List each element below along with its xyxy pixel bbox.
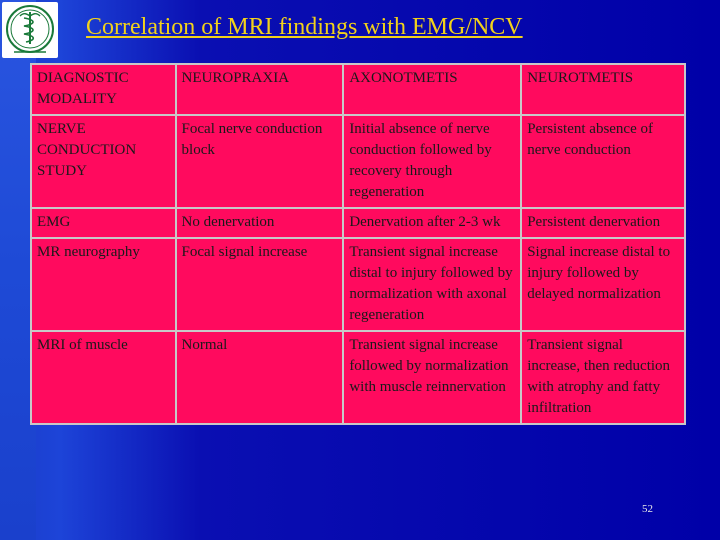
table-cell: MRI of muscle bbox=[32, 332, 175, 423]
table-cell: Persistent absence of nerve conduction bbox=[522, 116, 684, 207]
header-cell-neurotmetis: NEUROTMETIS bbox=[522, 65, 684, 114]
logo-emblem-icon bbox=[2, 2, 58, 58]
table-cell: Focal nerve conduction block bbox=[177, 116, 343, 207]
slide-number: 52 bbox=[642, 503, 653, 515]
table-cell: Initial absence of nerve conduction followed by recovery through regeneration bbox=[344, 116, 520, 207]
correlation-table bbox=[30, 63, 686, 425]
header-cell-neuropraxia: NEUROPRAXIA bbox=[177, 65, 343, 114]
header-cell-modality: DIAGNOSTIC MODALITY bbox=[32, 65, 175, 114]
table-cell: Normal bbox=[177, 332, 343, 423]
table-cell: Transient signal increase distal to injury followed by normalization with axonal regeneration bbox=[344, 239, 520, 330]
table-row bbox=[32, 116, 684, 207]
table-cell: Focal signal increase bbox=[177, 239, 343, 330]
header-cell-axonotmetis: AXONOTMETIS bbox=[344, 65, 520, 114]
table-row bbox=[32, 209, 684, 237]
table-header-row bbox=[32, 65, 684, 114]
table-cell: Denervation after 2-3 wk bbox=[344, 209, 520, 237]
table-cell: Transient signal increase followed by normalization with muscle reinnervation bbox=[344, 332, 520, 423]
table-cell: EMG bbox=[32, 209, 175, 237]
table-cell: MR neurography bbox=[32, 239, 175, 330]
table-row bbox=[32, 332, 684, 423]
table-cell: Signal increase distal to injury followed by delayed normalization bbox=[522, 239, 684, 330]
table-cell: Persistent denervation bbox=[522, 209, 684, 237]
page-title: Correlation of MRI findings with EMG/NCV bbox=[86, 14, 523, 40]
table-cell: NERVE CONDUCTION STUDY bbox=[32, 116, 175, 207]
table-cell: No denervation bbox=[177, 209, 343, 237]
table-row bbox=[32, 239, 684, 330]
table-cell: Transient signal increase, then reduction with atrophy and fatty infiltration bbox=[522, 332, 684, 423]
